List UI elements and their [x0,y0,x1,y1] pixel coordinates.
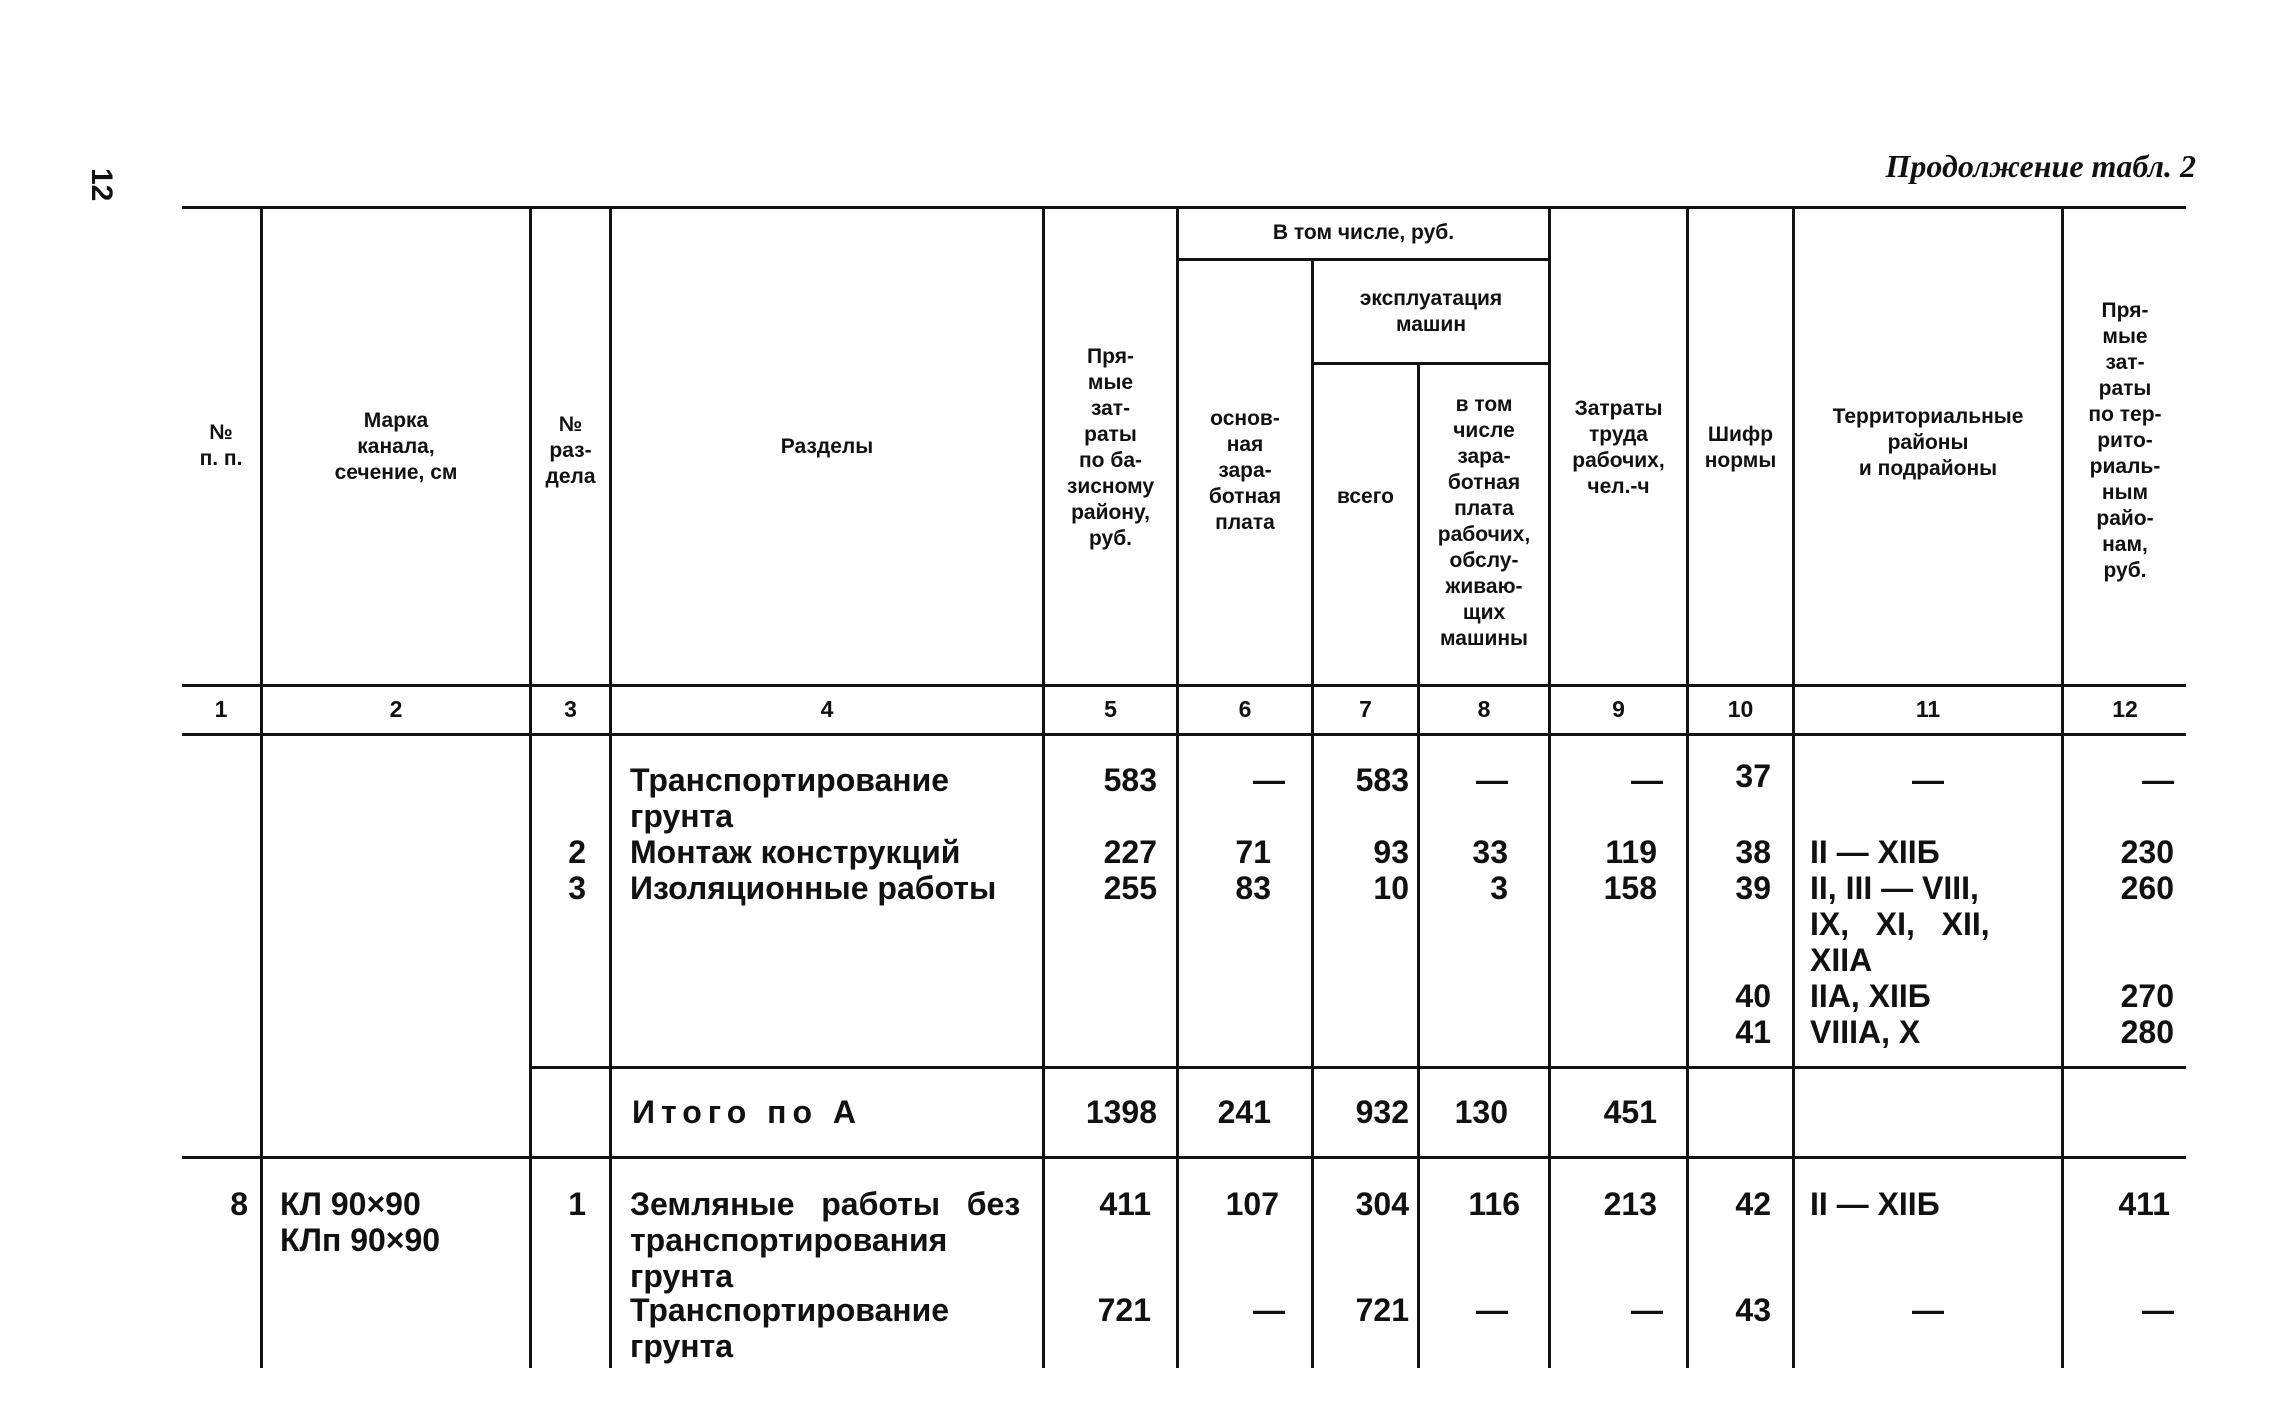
header-territorial: Территориальные районы и подрайоны [1832,405,2024,480]
rule-colnum-bottom [182,733,2186,736]
territorial-cont: IX, XI, XII, [1810,906,1990,942]
header-num: № п. п. [199,421,243,470]
col-number: 7 [1359,696,1372,722]
total-direct-cost: 1398 [1085,1094,1157,1130]
territorial-cost: 260 [2120,870,2174,906]
header-labor: Затраты труда рабочих, чел.-ч [1572,397,1665,498]
header-territorial-costs: Пря- мые зат- раты по тер- рито- риаль- ным райо- нам, руб. [2088,299,2162,582]
section-name: Изоляционные работы [630,870,997,906]
machines-total: 10 [1373,870,1409,906]
machines-salary: — [1476,1292,1508,1328]
base-salary: 71 [1235,834,1271,870]
section-name: Транспортирование [630,1292,950,1328]
col-number: 1 [214,696,228,722]
section-name-cont: грунта [630,1328,734,1364]
labor: 213 [1603,1186,1657,1222]
rule-group [1177,258,1549,261]
section-name: Транспортирование [630,762,950,798]
norm-code: 40 [1735,978,1771,1014]
territorial: IIА, XIIБ [1810,978,1931,1014]
col-number: 6 [1238,696,1252,722]
direct-cost: 255 [1103,870,1157,906]
section-name-cont: грунта [630,1258,734,1294]
territorial: II — XIIБ [1810,1186,1940,1222]
header-marka: Марка канала, сечение, см [334,409,458,484]
col-number: 11 [1915,696,1941,722]
rule-total-bottom [182,1156,2186,1159]
territorial: VIIIА, X [1810,1014,1921,1050]
section-name: Земляные работы без [630,1186,1021,1222]
header-group: В том числе, руб. [1272,221,1455,244]
machines-salary: 3 [1490,870,1508,906]
section-num: 1 [568,1186,586,1222]
total-label: Итого по А [632,1094,863,1130]
labor: 119 [1605,834,1657,870]
machines-salary: 33 [1472,834,1508,870]
norm-code: 37 [1735,758,1771,794]
territorial-cost: — [2142,762,2174,798]
labor: — [1631,762,1663,798]
header-base-salary: основ- ная зара- ботная плата [1208,407,1282,534]
header-norm-code: Шифр нормы [1704,423,1777,472]
col-number: 9 [1612,696,1625,722]
territorial-cont: XIIА [1810,942,1873,978]
total-base-salary: 241 [1217,1094,1271,1130]
territorial-cost: 280 [2120,1014,2174,1050]
territorial-cost: 270 [2120,978,2174,1014]
norm-code: 41 [1735,1014,1771,1050]
table-caption: Продолжение табл. 2 [1885,148,2196,184]
territorial-cost: 230 [2120,834,2174,870]
rule-header-bottom [182,684,2186,687]
channel-mark: КЛп 90×90 [280,1222,441,1258]
direct-cost: 583 [1103,762,1157,798]
direct-cost: 411 [1099,1186,1151,1222]
territorial: II — XIIБ [1810,834,1940,870]
col-number: 8 [1477,696,1491,722]
col-number: 3 [564,696,577,722]
section-num: 3 [568,870,586,906]
base-salary: — [1253,762,1285,798]
col-number: 12 [2112,696,2138,722]
machines-total: 304 [1355,1186,1409,1222]
machines-total: 721 [1355,1292,1409,1328]
direct-cost: 227 [1103,834,1157,870]
col-number: 10 [1727,696,1754,722]
header-machines-salary: в том числе зара- ботная плата рабочих, обслу- живаю- щих машины [1437,393,1531,650]
labor: — [1631,1292,1663,1328]
header-machines: эксплуатация машин [1359,287,1503,336]
territorial-cost: — [2142,1292,2174,1328]
rule-machines [1312,362,1549,365]
machines-salary: 116 [1468,1186,1520,1222]
col-number: 4 [820,696,834,722]
base-salary: — [1253,1292,1285,1328]
territorial: — [1912,762,1944,798]
section-name-cont: транспортирования [630,1222,948,1258]
header-direct-costs: Пря- мые зат- раты по ба- зисному району, руб. [1066,345,1155,550]
norm-code: 42 [1735,1186,1771,1222]
vline-3 [609,208,612,1368]
direct-cost: 721 [1097,1292,1151,1328]
section-name: Монтаж конструкций [630,834,961,870]
machines-total: 93 [1373,834,1409,870]
territorial-cost: 411 [2118,1186,2170,1222]
page-number: 12 [85,168,118,202]
territorial: — [1912,1292,1944,1328]
section-name-cont: грунта [630,798,734,834]
total-labor: 451 [1603,1094,1657,1130]
row-number: 8 [230,1186,248,1222]
norm-code: 39 [1735,870,1771,906]
norm-code: 43 [1735,1292,1771,1328]
header-machines-total: всего [1336,485,1395,508]
vline-1 [260,208,263,1368]
rule-top [182,206,2186,209]
rule-total-top [531,1066,2186,1069]
header-sections: Разделы [780,435,874,458]
machines-salary: — [1476,762,1508,798]
section-num: 2 [568,834,586,870]
total-machines-total: 932 [1355,1094,1409,1130]
header-section-num: № раз- дела [545,413,596,488]
norm-code: 38 [1735,834,1771,870]
total-machines-salary: 130 [1454,1094,1508,1130]
machines-total: 583 [1355,762,1409,798]
col-number: 5 [1104,696,1117,722]
channel-mark: КЛ 90×90 [280,1186,421,1222]
col-number: 2 [389,696,403,722]
base-salary: 107 [1225,1186,1279,1222]
territorial: II, III — VIII, [1810,870,1979,906]
labor: 158 [1603,870,1657,906]
base-salary: 83 [1235,870,1271,906]
